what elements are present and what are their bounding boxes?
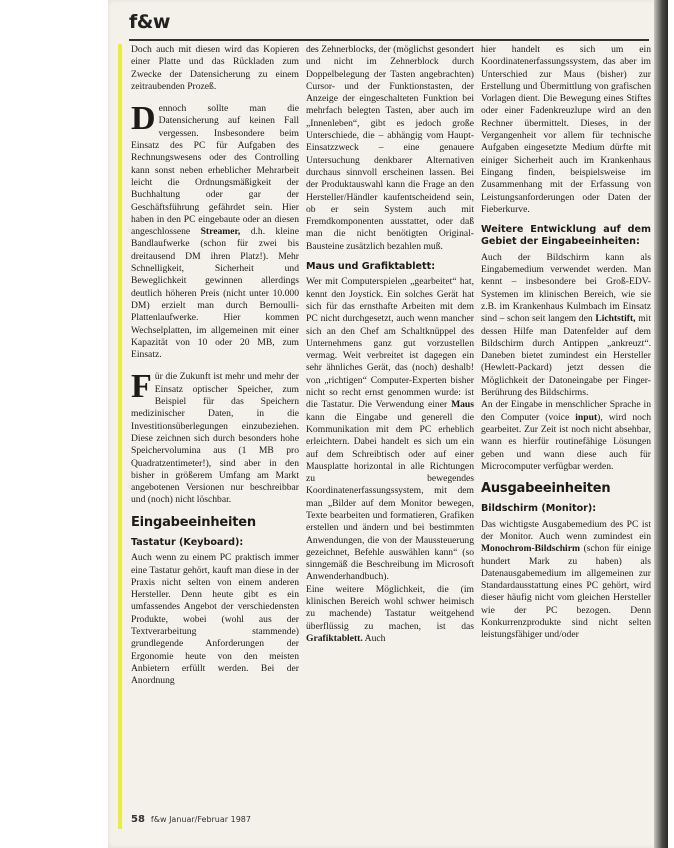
subsection-heading: Tastatur (Keyboard): — [131, 536, 244, 548]
text-column-2 — [306, 44, 474, 645]
bold-term: Monochrom-Bildschirm — [481, 543, 580, 555]
paragraph-text: (schon für einige hundert Mark zu haben) als Datenausgabemedium im allgemeinen zur Standardausstattung eines PC gehört, wird dieser häufig nicht vom gleichen Hersteller wie der PC bezogen. Denn Konkurrenzprodukte sind nicht selten leistungsfähiger und/oder — [481, 543, 651, 641]
paragraph-text: Das wichtigste Ausgabemedium des PC ist der Monitor. Auch wenn zumindest ein — [481, 518, 651, 542]
footer-source: f&w Januar/Februar 1987 — [150, 815, 251, 824]
paragraph-text: Eine weitere Möglichkeit, die (im klinischen Bereich wohl schwer heimisch zu machende) Tastatur weitgehend überflüssig zu machen, ist das — [306, 583, 474, 632]
paragraph-text: kann die Eingabe und generell die Kommunikation mit dem PC erheblich erleichtern. Dabei handelt es sich um ein auf dem Schreibtisch oder auf einer Mausplatte horizontal in alle Richtungen zu bewegendes Koordinatenerfassungssystem, mit dem man „Bilder auf dem Monitor bewegen, Texte bearbeiten und formatieren, Grafiken erstellen und ändern und bei bestimmten Anwendungen, die von der Maussteuerung gezeichnet, Befehle auswählen kann“ (so sinngemäß die Beschreibung im Microsoft Anwenderhandbuch). — [306, 411, 474, 583]
text-column-1 — [131, 44, 299, 688]
paragraph: hier handelt es sich um ein Koordinatenerfassungssystem, das aber im Unterschied zur Maus (bisher) zur Erstellung und Übermittlung von grafischen Vorlagen dient. Die Bewegung eines Stiftes oder einer Fadenkreuzlupe wird an den Rechner übermittelt. Dieses, in der Vergangenheit vor allem für technische Aufgaben eingesetzte Medium dürfte mit einiger Sicherheit auch im Krankenhaus Eingang finden, beispielsweise im Zusammenhang mit der Erfassung von Leistungsanforderungen oder Daten der Fieberkurve. — [481, 44, 651, 215]
paragraph: Doch auch mit diesen wird das Kopieren einer Platte und das Rückladen zum Zwecke der Datensicherung zu einem zeitraubenden Prozeß. — [131, 44, 299, 92]
paragraph-text: mit dessen Hilfe man Datenfelder auf dem Bildschirm durch Antippen „ankreuzt“. Daneben bietet zumindest ein Hersteller (Hewlett-Packard) jetzt dessen die Möglichkeit der Datoneingabe per Finger-Berührung des Bildschirms. — [481, 313, 651, 399]
text-column-3 — [481, 44, 651, 642]
section-heading: Eingabeeinheiten — [131, 514, 256, 530]
paragraph-text: Auch — [362, 632, 386, 644]
bold-term: Grafiktablett. — [306, 632, 363, 644]
margin-highlight-rule — [118, 44, 122, 829]
paragraph — [481, 252, 651, 400]
bold-term: input — [575, 411, 598, 423]
bold-term: Maus — [451, 399, 474, 411]
paragraph: des Zehnerblocks, der (möglichst gesondert und nicht im Zehnerblock durch Doppelbelegung der Tasten angebrachten) Cursor- und der Funktionstasten, der Anzeige der eingeschalteten Funktion bei mehrfach belegten Tasten, aber auch im „Innenleben“, gibt es jedoch große Unterschiede, die – abhängig vom Haupt-Einsatzzweck – eine genauere Untersuchung denkbarer Alternativen durchaus sinnvoll erscheinen lassen. Bei der Produktauswahl kann die Frage an den Hersteller/Händler kaufentscheidend sein, ob er sein System auch mit Fremdkomponenten ausstattet, oder daß man die nicht benötigten Original-Bausteine zusätzlich bezahlen muß. — [306, 44, 474, 252]
paragraph-text: d.h. kleine Bandlaufwerke (schon für zwei bis dreitausend DM ihren Platz!). Mehr Schnelligkeit, Sicherheit und Beweglichkeit gewinnen allerdings deutlich höheren Preis (nicht unter 10.000 DM) erzielt man durch Bernoulli-Plattenlaufwerke. Hier kommen Wechselplatten, im allgemeinen mit einer Kapazität von 10 oder 20 MB, zum Einsatz. — [131, 226, 299, 361]
bold-term: Streamer, — [200, 226, 241, 238]
dropcap: F — [131, 368, 152, 406]
dropcap: D — [131, 100, 156, 138]
paragraph-text: ennoch sollte man die Datensicherung auf keinen Fall vergessen. Insbesondere beim Einsatz des PC für Aufgaben des Rechnungswesens oder des Controlling kann sonst neben erheblicher Mehrarbeit leicht die Ordnungsmäßigkeit der Buchhaltung oder gar der Geschäftsführung gefährdet sein. Hier haben in den PC eingebaute oder an diesen angeschlossene — [131, 103, 299, 238]
paragraph-text: ür die Zukunft ist mehr und mehr der Einsatz optischer Speicher, zum Beispiel für das Speichern medizinischer Daten, in die Investitionsüberlegungen einzubeziehen. Diese zeichnen sich durch besonders hohe Speichervolumina aus (1 MB pro Quadratzentimeter!), sind aber in den bisher in größerem Umfang am Markt angebotenen Versionen nur beschreibbar und (noch) nicht löschbar. — [131, 371, 299, 506]
bold-term: Lichtstift, — [595, 313, 636, 325]
header-rule — [129, 39, 649, 41]
paragraph-dropcap — [131, 368, 299, 506]
paragraph — [306, 584, 474, 645]
paragraph-text: ), wird noch gearbeitet. Zur Zeit ist noch nicht absehbar, wann es hierfür routinefähige Lösungen geben und wann diese auch für Microcomputer verfügbar werden. — [481, 411, 652, 472]
magazine-logo: f&w — [129, 11, 170, 33]
paragraph-dropcap — [131, 100, 299, 361]
scan-edge-shadow — [654, 0, 668, 848]
subsection-heading: Weitere Entwicklung auf dem Gebiet der Eingabeeinheiten: — [481, 224, 651, 248]
paragraph-text: An der Eingabe in menschlicher Sprache in den Computer (voice — [481, 399, 651, 423]
subsection-heading: Bildschirm (Monitor): — [481, 503, 597, 515]
page-footer — [131, 814, 251, 825]
paragraph-text: Auch der Bildschirm kann als Eingabemedium verwendet werden. Man kennt – insbesondere bei Groß-EDV-Systemen im klinischen Bereich, wie sie z.B. im Krankenhaus Kulmbach im Einsatz sind – schon seit langem den — [481, 251, 651, 325]
section-heading: Ausgabeeinheiten — [481, 481, 611, 497]
paragraph — [306, 276, 474, 583]
paragraph — [481, 519, 651, 642]
subsection-heading: Maus und Grafiktablett: — [306, 261, 436, 273]
paragraph: Auch wenn zu einem PC praktisch immer eine Tastatur gehört, kauft man diese in der Praxis nicht selten von einem anderen Hersteller. Denn heute gibt es ein umfassendes Angebot der verschiedensten Produkte, wobei (wohl aus der Textverarbeitung stammende) grundlegende Anforderungen der Ergonomie heute von den meisten Anbietern erfüllt werden. Bei der Anordnung — [131, 552, 299, 687]
paragraph-text: Wer mit Computerspielen „gearbeitet“ hat, kennt den Joystick. Ein solches Gerät hat sich für das ernsthafte Arbeiten mit dem PC nicht durchgesetzt, auch wenn mancher sich an den Chef am Schaltknüppel des Unternehmens ganz gut vorzustellen vermag. Weit verbreitet ist dagegen ein sehr ähnliches Gerät, das (noch) deshalb! von „richtigen“ Computer-Experten bisher nicht so recht ernst genommen wurde: ist die Tastatur. Die Verwendung einer — [306, 276, 474, 411]
paragraph — [481, 399, 651, 473]
page-number: 58 — [131, 814, 145, 825]
